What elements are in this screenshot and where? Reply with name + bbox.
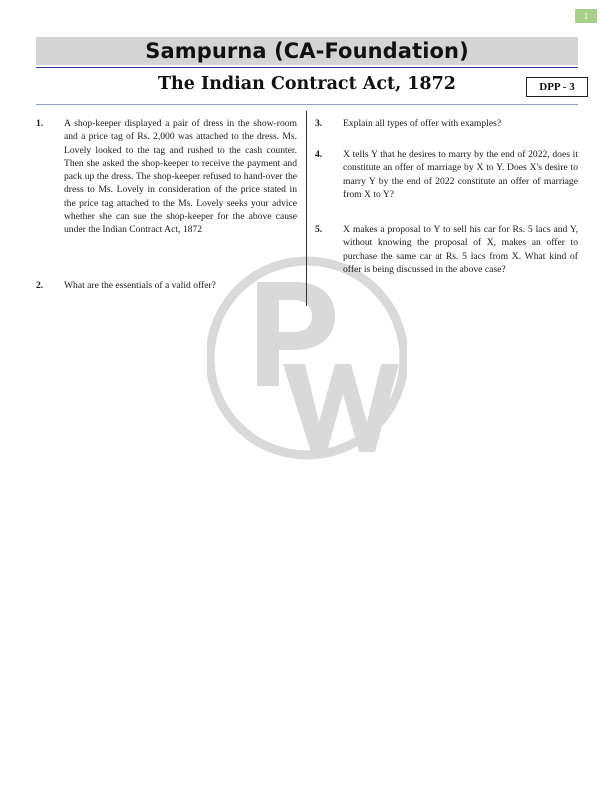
question-number: 5. xyxy=(315,224,323,235)
question-text: A shop-keeper displayed a pair of dress in the show-room and a price tag of Rs. 2,000 was attached to the dress. Ms. Lovely looked to the tag and rushed to the cash counter. Then she asked the shop-keeper to receive the payment and pack up the dress. The shop-keeper refused to hand-over the dress to Ms. Lovely in consideration of the price stated in the price tag attached to the Ms. Lovely seeks your advice whether she can sue the shop-keeper for the above cause under the Indian Contract Act, 1872 xyxy=(64,118,297,236)
question-text: X makes a proposal to Y to sell his car for Rs. 5 lacs and Y, without knowing the proposal of X, makes an offer to purchase the same car at Rs. 5 lacs from X. What kind of offer is being discussed in the above case? xyxy=(343,224,578,275)
column-divider xyxy=(306,111,307,306)
question-number: 1. xyxy=(36,118,44,129)
question-text: What are the essentials of a valid offer? xyxy=(64,280,216,291)
page-title: Sampurna (CA-Foundation) xyxy=(145,39,469,63)
question-number: 3. xyxy=(315,118,323,129)
subject-title: The Indian Contract Act, 1872 xyxy=(158,74,456,94)
question-text: Explain all types of offer with examples? xyxy=(343,118,502,129)
page-number: 1 xyxy=(575,9,597,23)
title-bar xyxy=(36,37,578,65)
question-text: X tells Y that he desires to marry by the end of 2022, does it constitute an offer of marriage by X to Y. Does X's desire to marry Y by the end of 2022 constitute an offer of marriage from X to Y? xyxy=(343,149,578,200)
header-rule xyxy=(36,104,578,105)
dpp-badge: DPP - 3 xyxy=(526,77,588,97)
question-number: 4. xyxy=(315,149,323,160)
question-number: 2. xyxy=(36,280,44,291)
title-rule xyxy=(36,67,578,68)
pw-watermark-logo xyxy=(207,242,407,474)
